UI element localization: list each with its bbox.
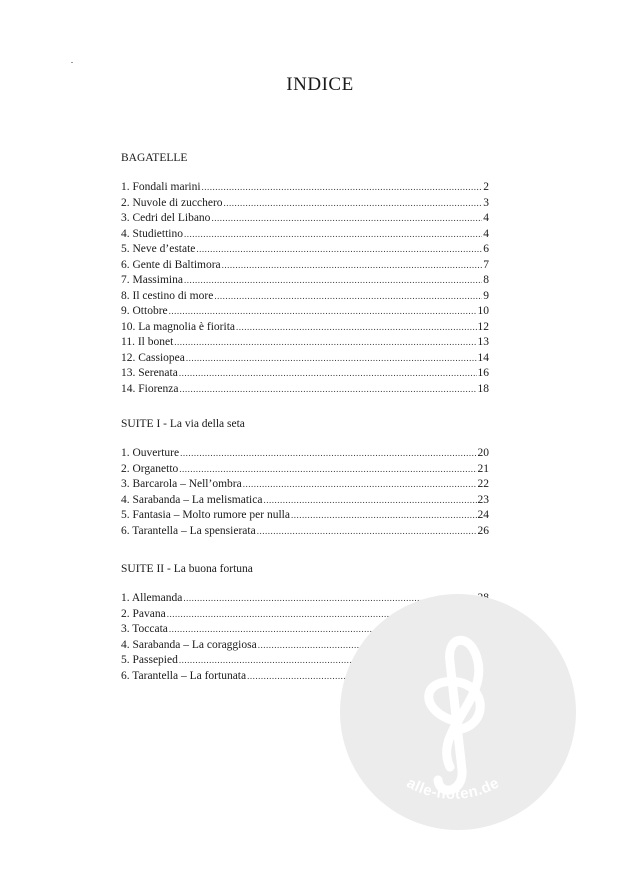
toc-page-number: 2	[483, 181, 489, 193]
toc-entry-title: 1. Allemanda	[121, 592, 183, 604]
toc-entry	[121, 382, 489, 398]
dot-leader	[214, 289, 482, 305]
toc-entry-title: 9. Ottobre	[121, 305, 168, 317]
toc-page-number: 4	[483, 227, 489, 240]
watermark-text: alle-noten.de	[403, 774, 503, 803]
toc-page-number: 4	[483, 212, 489, 224]
toc-page-number: 7	[483, 258, 489, 271]
toc-entry-title: 6. Tarantella – La fortunata	[121, 669, 247, 682]
watermark-logo	[338, 592, 578, 832]
toc-entry-title: 11. Il bonet	[121, 336, 174, 348]
dot-leader	[169, 304, 477, 320]
toc-page-number: 20	[477, 447, 489, 459]
toc-entry	[121, 351, 489, 367]
dot-leader	[179, 382, 476, 398]
toc-entry-title: 5. Fantasia – Molto rumore per nulla	[121, 509, 290, 521]
toc-entry	[121, 508, 489, 524]
toc-entry	[121, 211, 489, 227]
scan-speck	[71, 62, 73, 63]
toc-entry-title: 7. Massimina	[121, 274, 183, 286]
toc-page-number: 8	[483, 274, 489, 286]
dot-leader	[174, 335, 476, 351]
toc-entry-title: 2. Organetto	[121, 462, 179, 475]
dot-leader	[179, 462, 476, 478]
toc-entry	[121, 462, 489, 478]
toc-entry-title: 3. Barcarola – Nell’ombra	[121, 478, 242, 490]
dot-leader	[179, 366, 477, 382]
toc-list	[121, 446, 489, 539]
toc-entry	[121, 242, 489, 258]
dot-leader	[236, 320, 476, 336]
toc-entry	[121, 524, 489, 540]
toc-entry	[121, 366, 489, 382]
toc-page-number: 9	[483, 289, 489, 302]
toc-entry-title: 2. Pavana	[121, 607, 166, 620]
toc-entry-title: 1. Fondali marini	[121, 181, 201, 193]
toc-page-number: 16	[477, 367, 489, 379]
dot-leader	[211, 211, 482, 227]
toc-entry-title: 5. Passepied	[121, 654, 178, 666]
toc-entry	[121, 196, 489, 212]
dot-leader	[184, 227, 482, 243]
toc-page-number: 3	[483, 196, 489, 209]
toc-page-number: 18	[477, 382, 489, 395]
toc-page-number: 14	[477, 351, 489, 364]
dot-leader	[202, 180, 483, 196]
toc-entry	[121, 446, 489, 462]
toc-entry-title: 4. Sarabanda – La melismatica	[121, 493, 263, 506]
toc-page-number: 6	[483, 243, 489, 255]
dot-leader	[291, 508, 477, 524]
page-title: INDICE	[286, 74, 354, 95]
dot-leader	[184, 273, 482, 289]
toc-entry-title: 3. Cedri del Libano	[121, 212, 211, 224]
section-heading: SUITE I - La via della seta	[121, 418, 245, 430]
toc-entry	[121, 180, 489, 196]
toc-list	[121, 180, 489, 397]
dot-leader	[224, 196, 483, 212]
toc-entry	[121, 304, 489, 320]
toc-entry	[121, 493, 489, 509]
section-heading: SUITE II - La buona fortuna	[121, 563, 253, 575]
section-heading: BAGATELLE	[121, 152, 188, 164]
toc-entry-title: 6. Tarantella – La spensierata	[121, 524, 256, 537]
toc-entry	[121, 477, 489, 493]
dot-leader	[257, 524, 477, 540]
toc-page-number: 12	[477, 320, 489, 333]
toc-page-number: 26	[477, 524, 489, 537]
section-suite-1	[121, 416, 489, 539]
dot-leader	[180, 446, 476, 462]
toc-entry	[121, 320, 489, 336]
toc-entry-title: 8. Il cestino di more	[121, 289, 214, 302]
toc-page-number: 10	[477, 305, 489, 317]
dot-leader	[196, 242, 482, 258]
toc-entry-title: 12. Cassiopea	[121, 351, 185, 364]
toc-page-number: 21	[477, 462, 489, 475]
toc-entry	[121, 289, 489, 305]
toc-entry	[121, 258, 489, 274]
dot-leader	[243, 477, 477, 493]
section-bagatelle	[121, 150, 489, 397]
toc-page-number: 24	[477, 509, 489, 521]
toc-entry	[121, 335, 489, 351]
toc-page-number: 22	[477, 478, 489, 490]
dot-leader	[263, 493, 476, 509]
toc-entry-title: 10. La magnolia è fiorita	[121, 320, 236, 333]
toc-entry-title: 14. Fiorenza	[121, 382, 179, 395]
toc-entry-title: 2. Nuvole di zucchero	[121, 196, 223, 209]
toc-page-number: 23	[477, 493, 489, 506]
toc-page-number: 13	[477, 336, 489, 348]
toc-entry-title: 4. Sarabanda – La coraggiosa	[121, 638, 257, 651]
toc-entry-title: 5. Neve d’estate	[121, 243, 196, 255]
toc-entry-title: 13. Serenata	[121, 367, 178, 379]
toc-entry-title: 3. Toccata	[121, 623, 168, 635]
toc-entry	[121, 273, 489, 289]
toc-entry-title: 6. Gente di Baltimora	[121, 258, 221, 271]
dot-leader	[186, 351, 477, 367]
toc-entry	[121, 227, 489, 243]
dot-leader	[222, 258, 483, 274]
toc-entry-title: 1. Ouverture	[121, 447, 180, 459]
toc-entry-title: 4. Studiettino	[121, 227, 183, 240]
